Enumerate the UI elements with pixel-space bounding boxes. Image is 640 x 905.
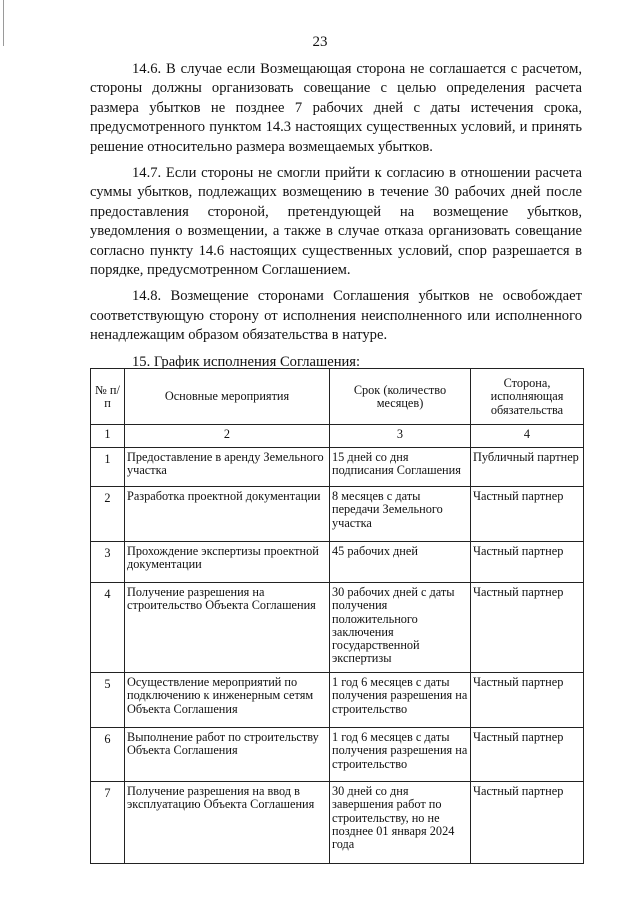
row-term: 30 рабочих дней с даты получения положительного заключения государственной экспертизы [330, 583, 471, 673]
paragraph-14-6: 14.6. В случае если Возмещающая сторона не соглашается с расчетом, стороны должны организовать совещание с целью определения расчета размера убытков не позднее 7 рабочих дней с даты истечения срока, предусмотренного пунктом 14.3 настоящих существенных условий, и принять решение относительно размера возмещаемых убытков. [90, 61, 582, 155]
column-number-3: 3 [330, 425, 471, 448]
row-number: 5 [91, 673, 125, 728]
body-text [90, 60, 582, 379]
row-party: Частный партнер [471, 782, 584, 864]
table-column-numbers-row [91, 425, 584, 448]
row-term: 45 рабочих дней [330, 542, 471, 583]
row-term: 30 дней со дня завершения работ по строительству, но не позднее 01 января 2024 года [330, 782, 471, 864]
row-activity: Получение разрешения на строительство Объекта Соглашения [125, 583, 330, 673]
row-activity: Выполнение работ по строительству Объекта Соглашения [125, 728, 330, 782]
row-number: 1 [91, 448, 125, 487]
header-activity: Основные мероприятия [125, 369, 330, 425]
column-number-1: 1 [91, 425, 125, 448]
column-number-4: 4 [471, 425, 584, 448]
table-row [91, 673, 584, 728]
row-number: 3 [91, 542, 125, 583]
row-activity: Осуществление мероприятий по подключению к инженерным сетям Объекта Соглашения [125, 673, 330, 728]
paragraph-14-7: 14.7. Если стороны не смогли прийти к согласию в отношении расчета суммы убытков, подлежащих возмещению в течение 30 рабочих дней после предоставления стороной, претендующей на возмещение убытков, уведомления о возмещении, а также в случае отказа организовать совещание согласно пункту 14.6 настоящих существенных условий, спор разрешается в порядке, предусмотренном Соглашением. [90, 165, 582, 279]
row-term: 1 год 6 месяцев с даты получения разрешения на строительство [330, 673, 471, 728]
row-term: 1 год 6 месяцев с даты получения разрешения на строительство [330, 728, 471, 782]
paragraph-14-8: 14.8. Возмещение сторонами Соглашения убытков не освобождает соответствующую сторону от исполнения неисполненного или исполненного ненадлежащим образом обязательства в натуре. [90, 288, 582, 344]
row-party: Частный партнер [471, 542, 584, 583]
row-party: Частный партнер [471, 583, 584, 673]
table-row [91, 448, 584, 487]
column-number-2: 2 [125, 425, 330, 448]
row-activity: Прохождение экспертизы проектной документации [125, 542, 330, 583]
row-party: Публичный партнер [471, 448, 584, 487]
row-party: Частный партнер [471, 487, 584, 542]
table-row [91, 728, 584, 782]
row-number: 4 [91, 583, 125, 673]
table-row [91, 542, 584, 583]
header-term: Срок (количество месяцев) [330, 369, 471, 425]
table-row [91, 487, 584, 542]
row-number: 2 [91, 487, 125, 542]
row-party: Частный партнер [471, 728, 584, 782]
row-activity: Разработка проектной документации [125, 487, 330, 542]
table-row [91, 782, 584, 864]
row-number: 6 [91, 728, 125, 782]
paragraph-15-heading: 15. График исполнения Соглашения: [132, 353, 361, 370]
header-number: № п/п [91, 369, 125, 425]
row-activity: Предоставление в аренду Земельного участка [125, 448, 330, 487]
page-number: 23 [312, 34, 328, 50]
table-row [91, 583, 584, 673]
header-party: Сторона, исполняющая обязательства [471, 369, 584, 425]
row-term: 8 месяцев с даты передачи Земельного участка [330, 487, 471, 542]
row-activity: Получение разрешения на ввод в эксплуатацию Объекта Соглашения [125, 782, 330, 864]
table-header-row [91, 369, 584, 425]
schedule-table [90, 368, 584, 864]
row-number: 7 [91, 782, 125, 864]
row-term: 15 дней со дня подписания Соглашения [330, 448, 471, 487]
row-party: Частный партнер [471, 673, 584, 728]
